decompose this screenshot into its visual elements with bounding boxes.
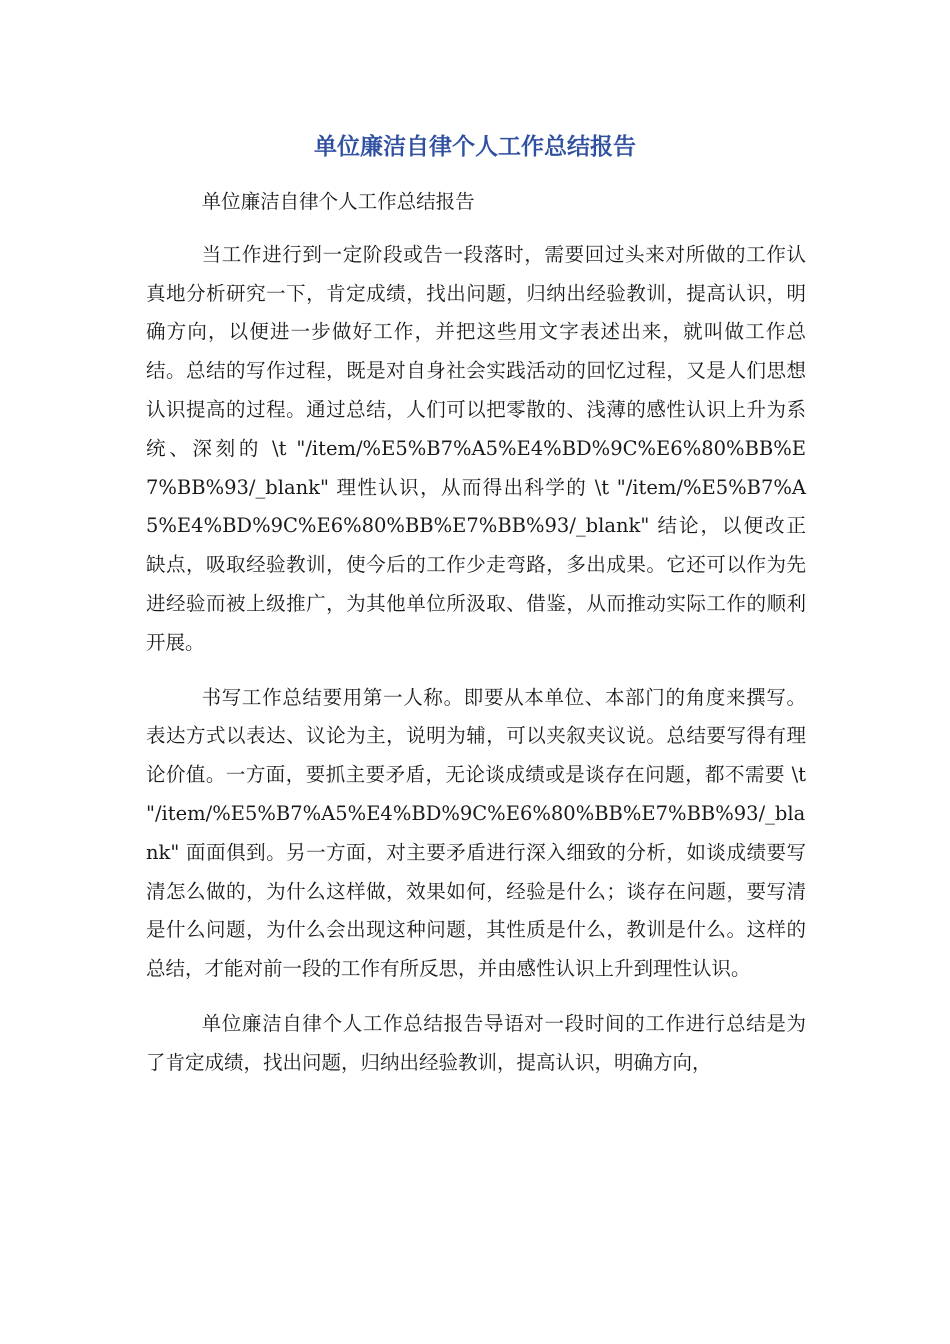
document-title: 单位廉洁自律个人工作总结报告 xyxy=(314,134,636,160)
body-paragraph-3: 单位廉洁自律个人工作总结报告导语对一段时间的工作进行总结是为了肯定成绩，找出问题，归纳出经验教训，提高认识，明确方向， xyxy=(146,1011,806,1074)
body-paragraph-2: 书写工作总结要用第一人称。即要从本单位、本部门的角度来撰写。表达方式以表达、议论为主，说明为辅，可以夹叙夹议说。总结要写得有理论价值。一方面，要抓主要矛盾，无论谈成绩或是谈存在问题，都不需要 \t "/item/%E5%B7%A5%E4%BD%9C%E6%80%BB%E7%BB%93/_blank" 面面俱到。另一方面，对主要矛盾进行深入细致的分析，如谈成绩要写清怎么做的，为什么这样做，效果如何，经验是什么；谈存在问题，要写清是什么问题，为什么会出现这种问题，其性质是什么，教训是什么。这样的总结，才能对前一段的工作有所反思，并由感性认识上升到理性认识。 xyxy=(146,685,806,981)
body-paragraph-1: 当工作进行到一定阶段或告一段落时，需要回过头来对所做的工作认真地分析研究一下，肯定成绩，找出问题，归纳出经验教训，提高认识，明确方向，以便进一步做好工作，并把这些用文字表述出来，就叫做工作总结。总结的写作过程，既是对自身社会实践活动的回忆过程，又是人们思想认识提高的过程。通过总结，人们可以把零散的、浅薄的感性认识上升为系统、深刻的 \t "/item/%E5%B7%A5%E4%BD%9C%E6%80%BB%E7%BB%93/_blank" 理性认识，从而得出科学的 \t "/item/%E5%B7%A5%E4%BD%9C%E6%80%BB%E7%BB%93/_blank" 结论，以便改正缺点，吸取经验教训，使今后的工作少走弯路，多出成果。它还可以作为先进经验而被上级推广，为其他单位所汲取、借鉴，从而推动实际工作的顺利开展。 xyxy=(146,242,806,654)
document-subtitle: 单位廉洁自律个人工作总结报告 xyxy=(201,190,475,213)
document-body xyxy=(146,183,806,1099)
